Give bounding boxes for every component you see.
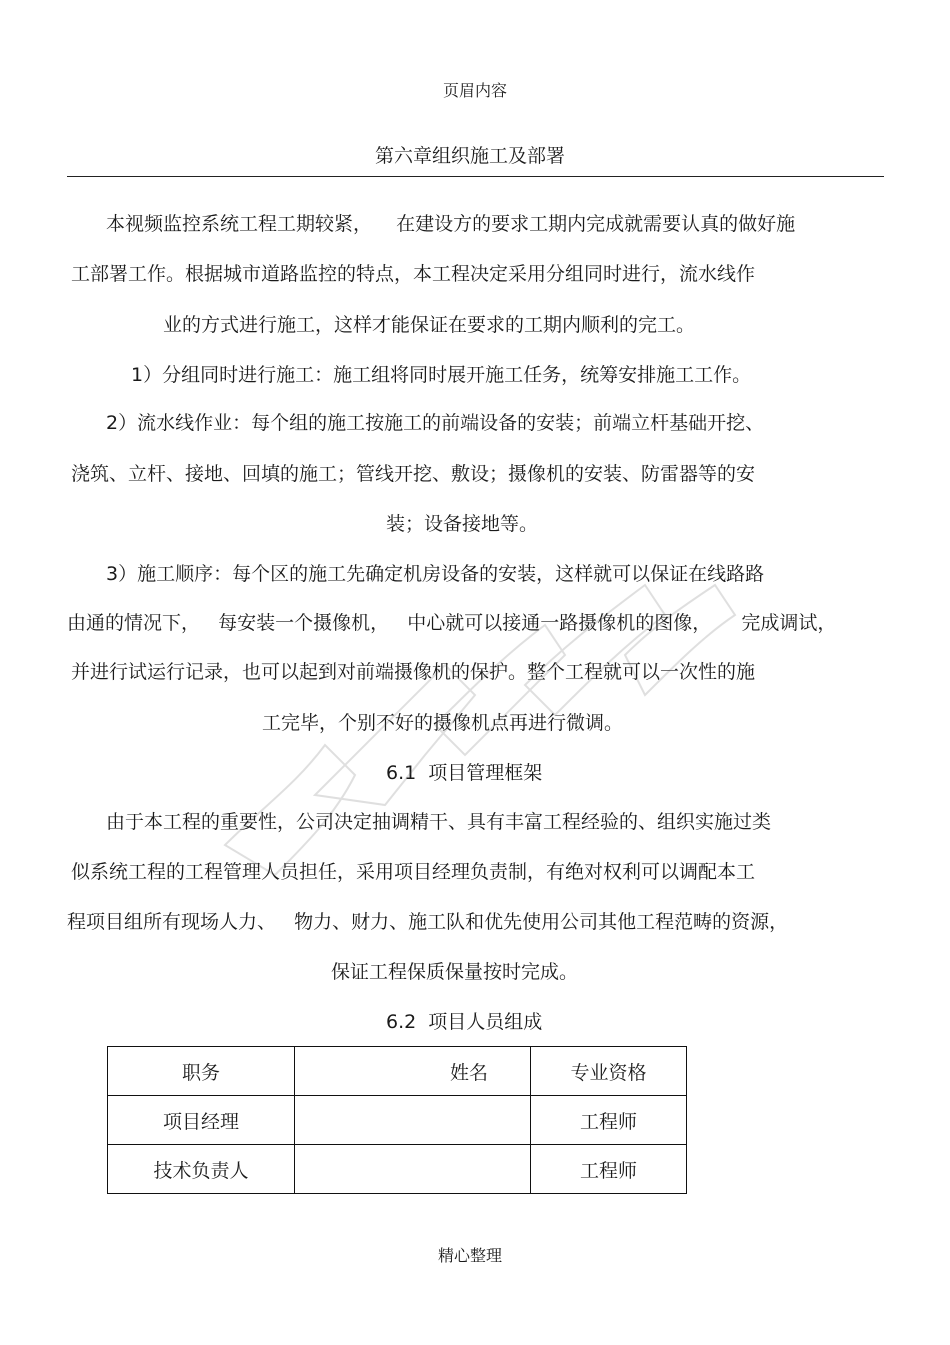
body-line: 保证工程保质保量按时完成。 xyxy=(331,961,579,983)
page-header: 页眉内容 xyxy=(442,81,507,100)
section-heading: 6.1 项目管理框架 xyxy=(386,762,543,784)
body-line: 由通的情况下， 每安装一个摄像机， 中心就可以接通一路摄像机的图像， 完成调试， xyxy=(67,612,837,634)
chapter-title: 第六章组织施工及部署 xyxy=(374,145,565,167)
section-heading: 6.2 项目人员组成 xyxy=(386,1011,543,1033)
header-rule xyxy=(67,176,884,177)
table-row xyxy=(108,1096,687,1145)
table-cell xyxy=(295,1096,531,1145)
table-cell xyxy=(295,1145,531,1194)
table-cell: 工程师 xyxy=(531,1145,687,1194)
table-cell: 项目经理 xyxy=(108,1096,295,1145)
staff-table xyxy=(107,1046,687,1194)
body-line: 程项目组所有现场人力、 物力、财力、施工队和优先使用公司其他工程范畴的资源， xyxy=(67,911,789,933)
table-header-cell: 姓名 xyxy=(295,1047,531,1096)
body-line: 工部署工作。根据城市道路监控的特点，本工程决定采用分组同时进行，流水线作 xyxy=(71,263,756,285)
table-header-cell: 职务 xyxy=(108,1047,295,1096)
table-header-row xyxy=(108,1047,687,1096)
body-line: 装；设备接地等。 xyxy=(386,513,539,535)
table-cell: 工程师 xyxy=(531,1096,687,1145)
body-line: 工完毕，个别不好的摄像机点再进行微调。 xyxy=(262,712,624,734)
body-line: 浇筑、立杆、接地、回填的施工；管线开挖、敷设；摄像机的安装、防雷器等的安 xyxy=(71,463,756,485)
body-line: 本视频监控系统工程工期较紧， 在建设方的要求工期内完成就需要认真的做好施 xyxy=(106,213,796,235)
page-footer: 精心整理 xyxy=(437,1246,502,1265)
body-line: 1）分组同时进行施工：施工组将同时展开施工任务，统筹安排施工工作。 xyxy=(131,364,752,386)
body-line: 由于本工程的重要性，公司决定抽调精干、具有丰富工程经验的、组织实施过类 xyxy=(106,811,772,833)
table-cell: 技术负责人 xyxy=(108,1145,295,1194)
body-line: 似系统工程的工程管理人员担任，采用项目经理负责制，有绝对权利可以调配本工 xyxy=(71,861,756,883)
body-line: 3）施工顺序：每个区的施工先确定机房设备的安装，这样就可以保证在线路路 xyxy=(106,563,765,585)
body-line: 并进行试运行记录，也可以起到对前端摄像机的保护。整个工程就可以一次性的施 xyxy=(71,661,756,683)
body-line: 业的方式进行施工，这样才能保证在要求的工期内顺利的完工。 xyxy=(163,314,696,336)
body-line: 2）流水线作业：每个组的施工按施工的前端设备的安装；前端立杆基础开挖、 xyxy=(106,412,765,434)
table-header-cell: 专业资格 xyxy=(531,1047,687,1096)
table-row xyxy=(108,1145,687,1194)
